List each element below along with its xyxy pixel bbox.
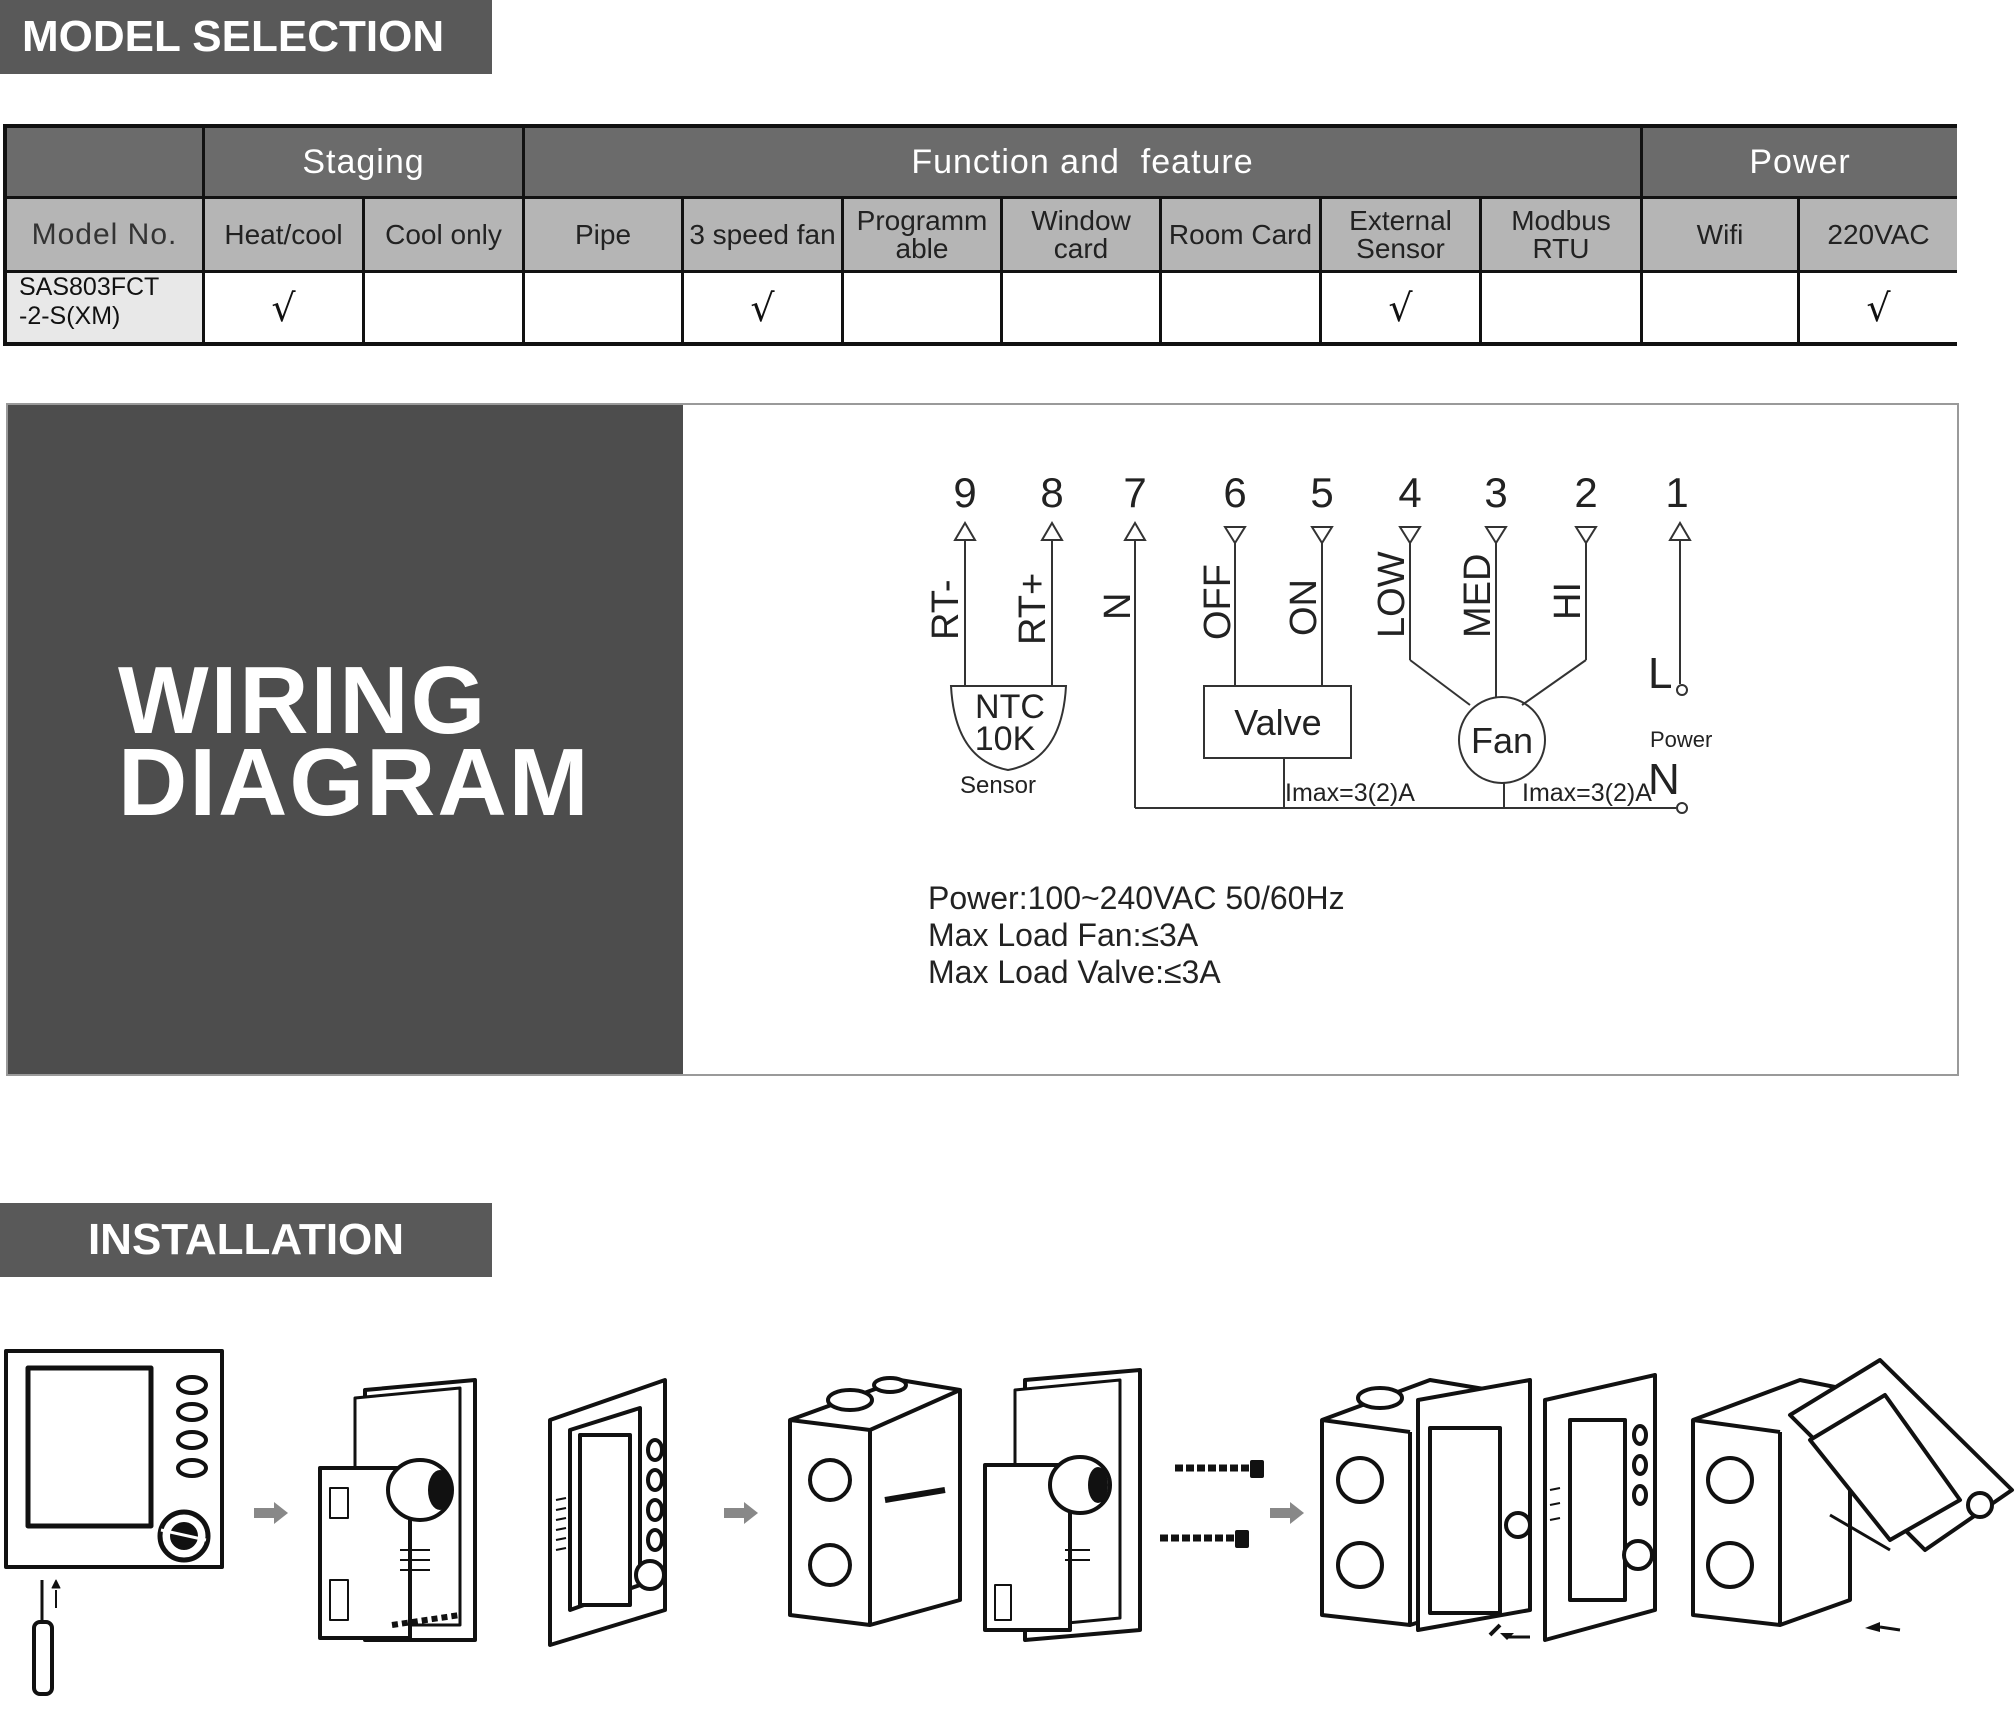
install-step-front-panel — [6, 1351, 222, 1567]
group-header-function: Function and feature — [525, 128, 1643, 199]
group-header-power: Power — [1643, 128, 1957, 199]
group-header-staging: Staging — [205, 128, 525, 199]
imax-valve-label: Imax=3(2)A — [1285, 779, 1415, 807]
install-step-mount-back — [985, 1370, 1140, 1640]
install-step-hinged — [1693, 1360, 2012, 1632]
col-pipe: Pipe — [525, 199, 684, 273]
power-n-terminal — [1677, 803, 1687, 813]
terminal-number-2: 2 — [1574, 469, 1598, 516]
spec-max-load-valve: Max Load Valve:≤3A — [928, 954, 1221, 990]
label-n: N — [1097, 592, 1139, 620]
terminal-number-6: 6 — [1223, 469, 1247, 516]
install-step-separate — [320, 1380, 475, 1640]
installation-illustrations — [0, 1340, 2015, 1733]
install-step-front-panel-2 — [1545, 1375, 1655, 1640]
install-step-assembled — [1322, 1380, 1530, 1640]
col-3-speed-fan: 3 speed fan — [684, 199, 844, 273]
step-arrow-1 — [254, 1502, 288, 1524]
terminal-number-8: 8 — [1040, 469, 1064, 516]
power-l-label: L — [1648, 649, 1673, 698]
step-arrow-2 — [724, 1502, 758, 1524]
label-rt-plus: RT+ — [1012, 572, 1054, 645]
col-external-sensor: External Sensor — [1322, 199, 1482, 273]
check-heat-cool: √ — [205, 273, 365, 342]
col-modbus-rtu: Modbus RTU — [1482, 199, 1643, 273]
power-caption: Power — [1650, 727, 1713, 752]
label-on: ON — [1283, 579, 1325, 636]
col-220vac: 220VAC — [1800, 199, 1957, 273]
installation-title: INSTALLATION — [0, 1203, 492, 1277]
step-arrow-3 — [1270, 1502, 1304, 1524]
label-hi: HI — [1547, 582, 1589, 620]
screwdriver-icon — [34, 1580, 60, 1694]
spec-max-load-fan: Max Load Fan:≤3A — [928, 917, 1199, 953]
label-med: MED — [1457, 553, 1499, 638]
sensor-line1: NTC — [975, 688, 1045, 726]
valve-label: Valve — [1234, 702, 1322, 743]
check-220vac: √ — [1800, 273, 1957, 342]
terminal-number-5: 5 — [1310, 469, 1334, 516]
col-room-card: Room Card — [1162, 199, 1322, 273]
terminal-number-9: 9 — [953, 469, 977, 516]
sensor-line2: 10K — [974, 720, 1036, 758]
power-n-label: N — [1648, 755, 1680, 804]
model-number-header: Model No. — [7, 199, 205, 273]
col-cool-only: Cool only — [365, 199, 525, 273]
fan-label: Fan — [1470, 720, 1534, 761]
mounting-screws-icon — [1160, 1462, 1262, 1546]
label-rt-minus: RT- — [925, 579, 967, 640]
wiring-specs — [928, 880, 1345, 991]
spec-power: Power:100~240VAC 50/60Hz — [928, 880, 1345, 916]
check-external-sensor: √ — [1322, 273, 1482, 342]
imax-fan-label: Imax=3(2)A — [1522, 779, 1652, 807]
terminal-number-1: 1 — [1665, 469, 1689, 516]
model-number-line2: -2-S(XM) — [19, 302, 121, 330]
label-low: LOW — [1371, 551, 1413, 638]
terminal-number-7: 7 — [1123, 469, 1147, 516]
col-window-card: Window card — [1003, 199, 1162, 273]
terminal-number-4: 4 — [1398, 469, 1422, 516]
check-3-speed-fan: √ — [684, 273, 844, 342]
terminal-arrows-down — [1225, 527, 1596, 543]
col-programmable: Programm able — [844, 199, 1003, 273]
install-step-mount-box — [790, 1378, 960, 1625]
model-number-line1: SAS803FCT — [19, 273, 160, 301]
model-selection-title: MODEL SELECTION — [0, 0, 492, 74]
sensor-caption: Sensor — [959, 772, 1037, 799]
col-wifi: Wifi — [1643, 199, 1800, 273]
wiring-diagram-title: WIRING DIAGRAM — [118, 647, 591, 836]
col-heat-cool: Heat/cool — [205, 199, 365, 273]
power-l-terminal — [1677, 685, 1687, 695]
terminal-number-3: 3 — [1484, 469, 1508, 516]
label-off: OFF — [1197, 564, 1239, 640]
install-step-front-unit — [550, 1380, 665, 1645]
